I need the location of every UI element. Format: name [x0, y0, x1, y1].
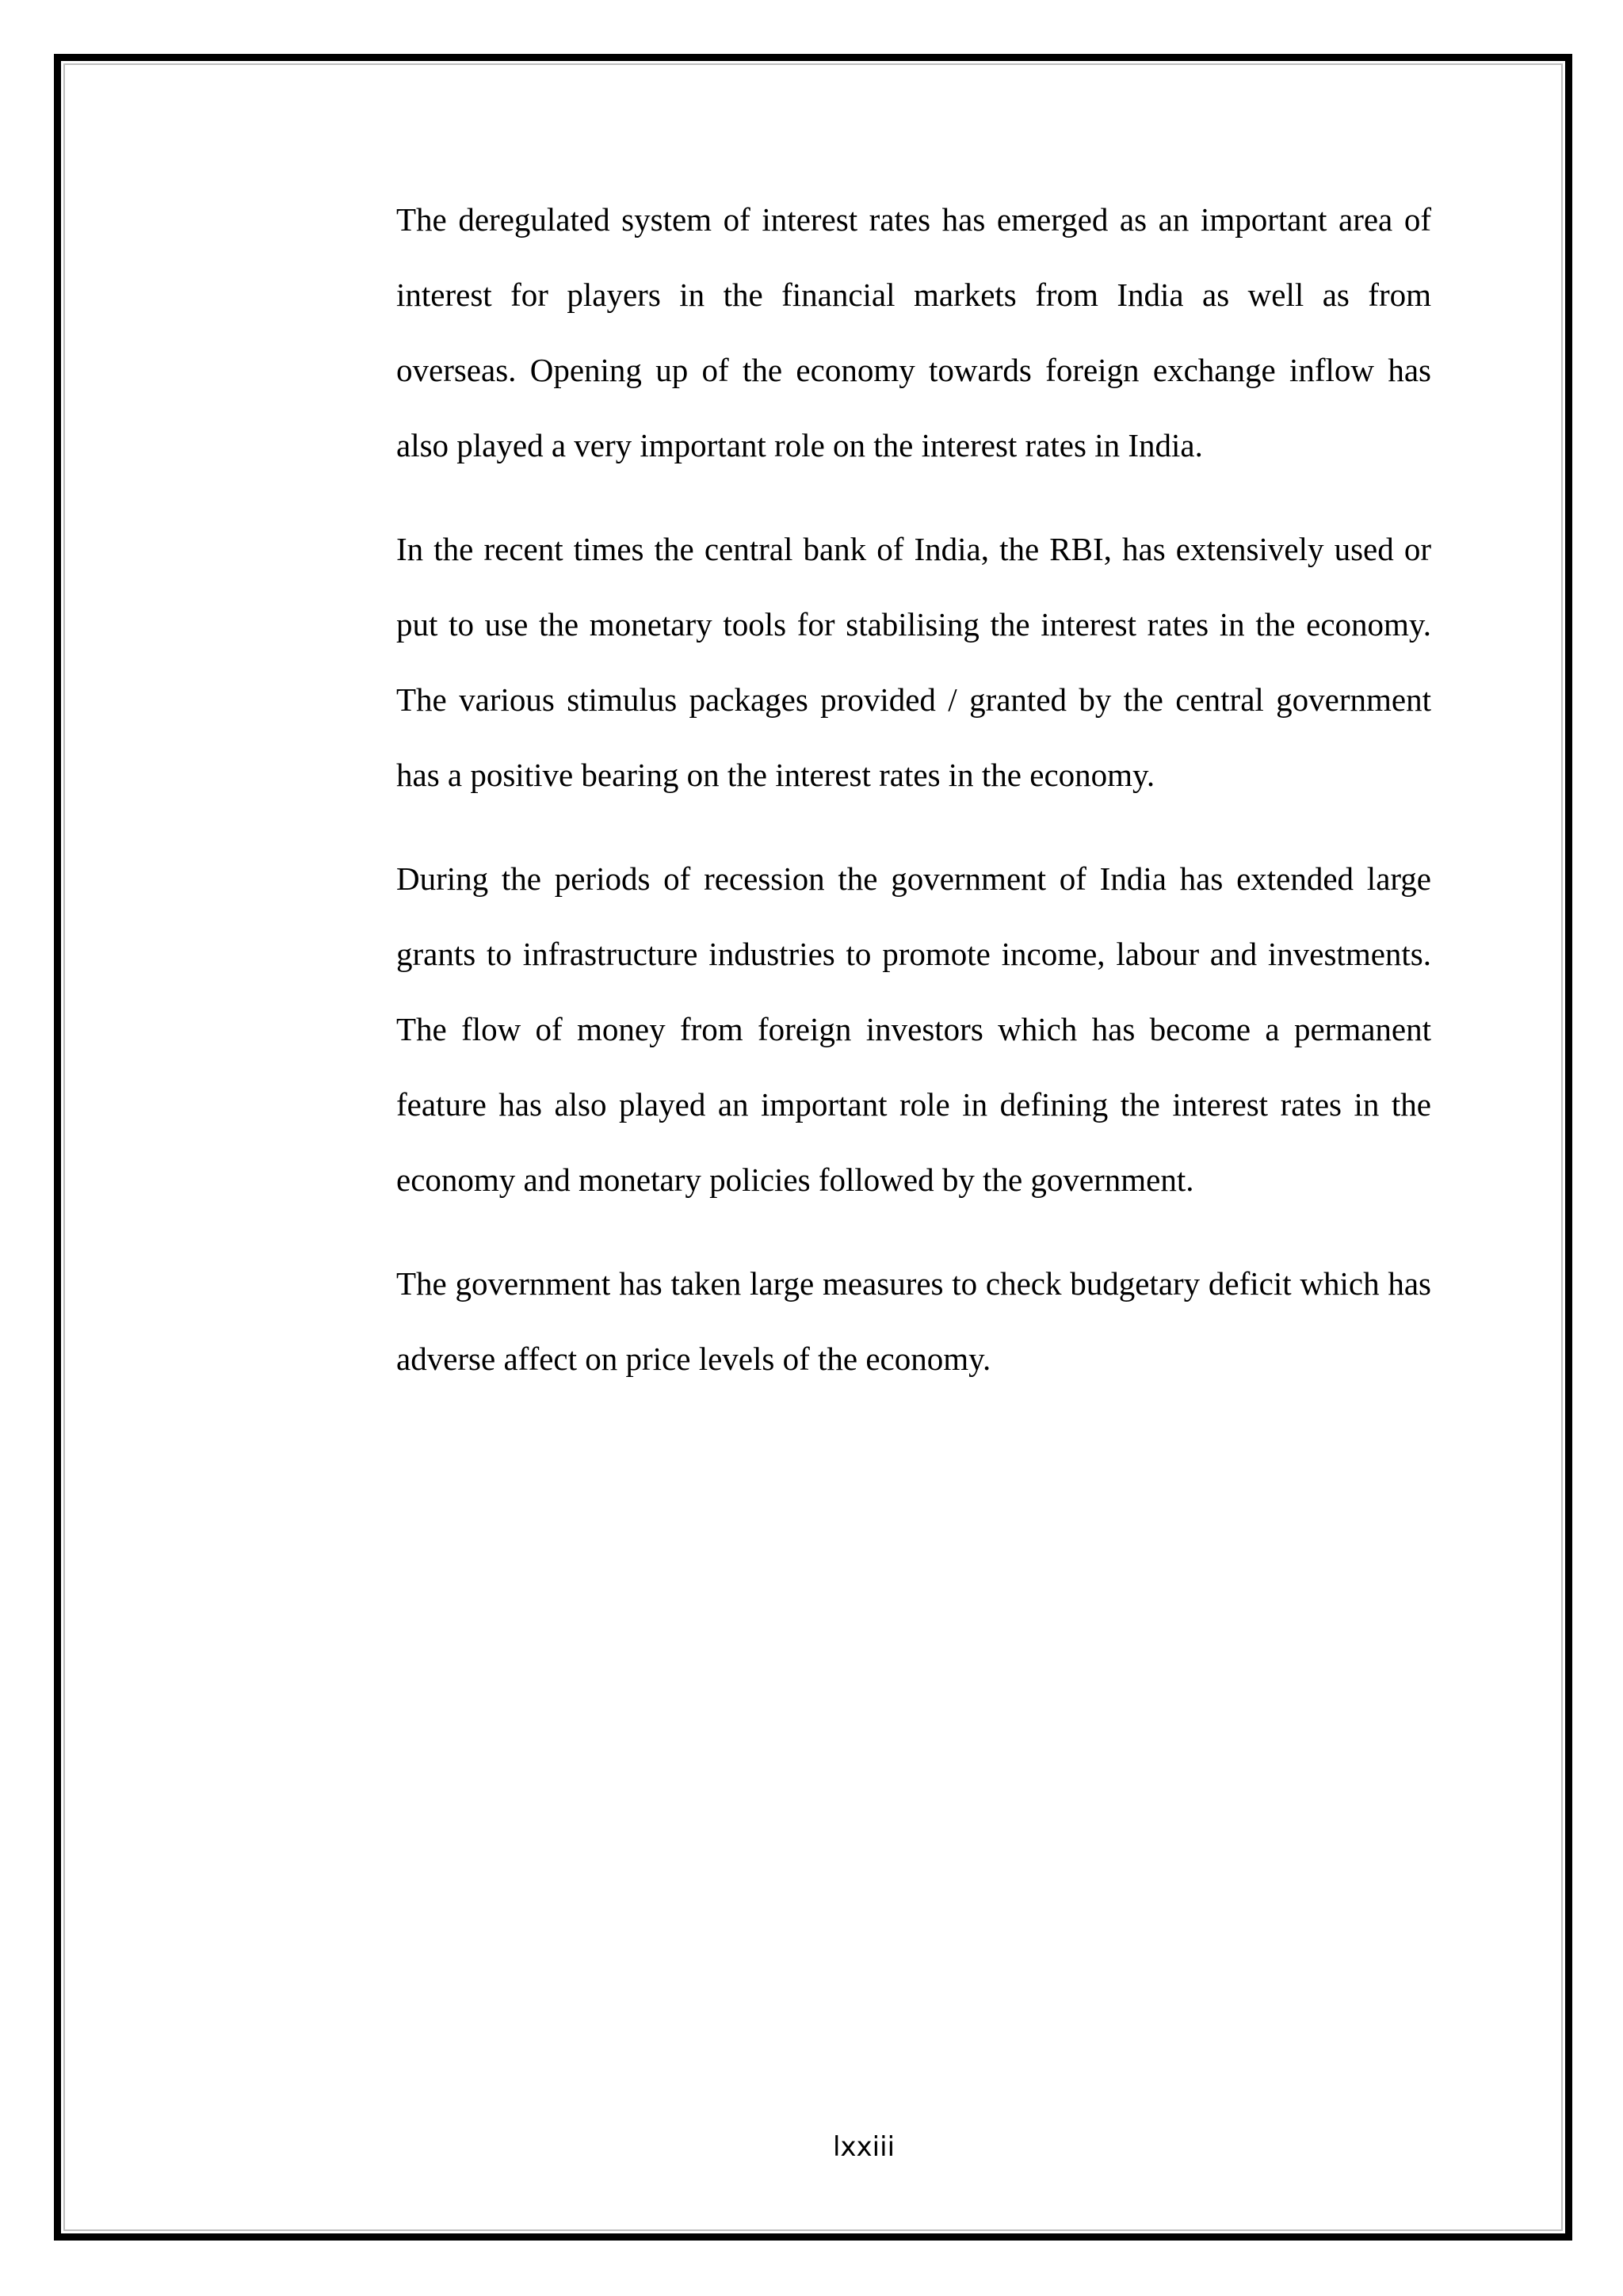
paragraph-1: The deregulated system of interest rates has emerged as an important area of interest for players in the financial markets from India as well as from overseas. Opening up of the economy towards foreign exchange inflow has also played a very important role on the interest rates in India.	[396, 201, 1431, 463]
paragraph-3: During the periods of recession the government of India has extended large grants to infrastructure industries to promote income, labour and investments. The flow of money from foreign investors which has become a permanent feature has also played an important role in defining the interest rates in the economy and monetary policies followed by the government.	[396, 860, 1431, 1198]
document-body	[396, 182, 1431, 1425]
page-number: lxxiii	[832, 2131, 896, 2163]
paragraph-4: The government has taken large measures to check budgetary deficit which has adverse affect on price levels of the economy.	[396, 1265, 1431, 1377]
paragraph-2: In the recent times the central bank of India, the RBI, has extensively used or put to use the monetary tools for stabilising the interest rates in the economy. The various stimulus packages provided / granted by the central government has a positive bearing on the interest rates in the economy.	[396, 531, 1431, 793]
